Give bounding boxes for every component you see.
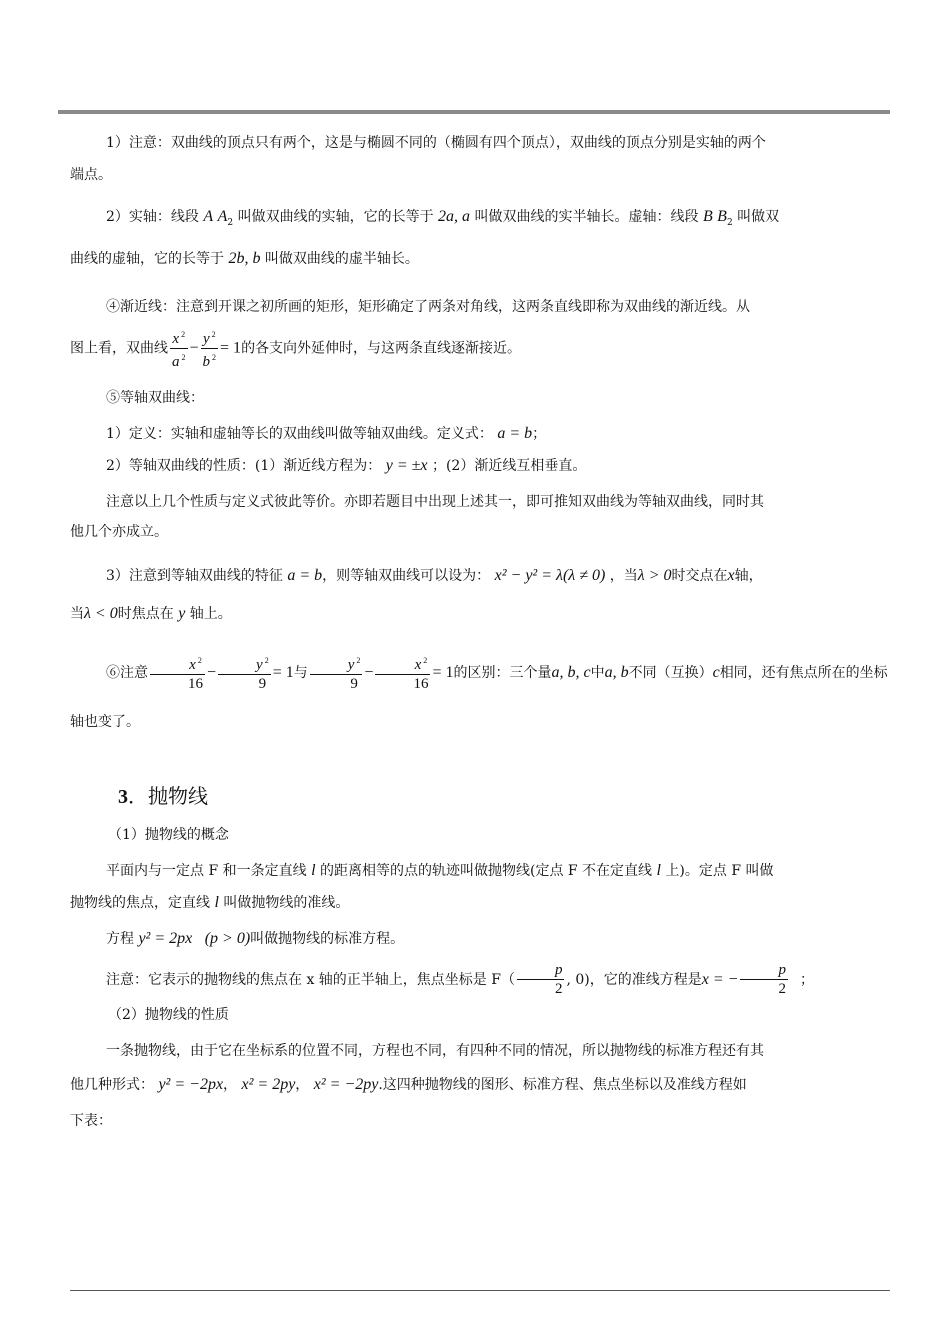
paragraph-equiaxial-form-cont: 当λ < 0时焦点在 y 轴上。 (70, 604, 232, 622)
paragraph-properties: 2）等轴双曲线的性质：(1）渐近线方程为： y = ±x ；(2）渐近线互相垂直。 (106, 456, 587, 474)
paragraph-vertex-note: 1）注意：双曲线的顶点只有两个，这是与椭圆不同的（椭圆有四个顶点），双曲线的顶点分别是实轴的两个 (106, 135, 766, 151)
fraction-x2-16-b: $\frac{x ^2}{16}$ (375, 652, 430, 693)
fraction-y2-9: $\frac{y ^2}{9}$ (218, 652, 271, 693)
paragraph-parabola-def-cont: 抛物线的焦点，定直线 l 叫做抛物线的准线。 (70, 893, 350, 911)
paragraph-compare-cont: 轴也变了。 (70, 713, 140, 730)
paragraph-real-axis: 2）实轴：线段 A $A_2$ 叫做双曲线的实轴，它的长等于 2a, a 叫做双曲线的实半轴长。虚轴：线段 B $B_2$ 叫做双 (106, 208, 780, 228)
document-body (70, 130, 892, 1134)
paragraph-definition: 1）定义：实轴和虚轴等长的双曲线叫做等轴双曲线。定义式： a = b； (106, 424, 547, 442)
header-rule (58, 110, 890, 114)
paragraph-other-forms-end: 下表： (70, 1112, 112, 1129)
paragraph-asymptote-formula: 图上看，双曲线 $\frac{x ^2}{a ^2}$ − $\frac{y ^2}{b ^2}$ = 1的各支向外延伸时，与这两条直线逐渐接近。 (70, 326, 892, 371)
paragraph-imag-axis: 曲线的虚轴，它的长等于 2b, b 叫做双曲线的虚半轴长。 (70, 249, 419, 267)
footer-rule (70, 1290, 890, 1291)
fraction-x2-16: $\frac{x ^2}{16}$ (150, 652, 205, 693)
subheading-parabola-properties: （2）抛物线的性质 (108, 1006, 229, 1023)
paragraph-equiaxial-form: 3）注意到等轴双曲线的特征 a = b，则等轴双曲线可以设为： x² − y² = λ(λ ≠ 0) ，当λ > 0时交点在x轴， (106, 566, 763, 584)
paragraph-equiaxial-heading: ⑤等轴双曲线： (106, 389, 204, 406)
fraction-y2-b2: $\frac{y ^2}{b ^2}$ (201, 326, 219, 371)
fraction-p-2-b: $\frac{p}{2}$ (740, 961, 788, 998)
paragraph-other-forms-cont: 他几种形式： y² = −2px， x² = 2py， x² = −2py.这四种抛物线的图形、标准方程、焦点坐标以及准线方程如 (70, 1075, 747, 1093)
paragraph-focus-note: 注意：它表示的抛物线的焦点在 x 轴的正半轴上，焦点坐标是 F（ $\frac{p}{2}$ , 0)，它的准线方程是x = − $\frac{p}{2}$ ； (106, 962, 814, 998)
fraction-p-2: $\frac{p}{2}$ (517, 961, 565, 998)
fraction-y2-9-b: $\frac{y ^2}{9}$ (310, 652, 363, 693)
paragraph-vertex-note-cont: 端点。 (70, 167, 112, 183)
paragraph-standard-equation: 方程 y² = 2px (p > 0)叫做抛物线的标准方程。 (106, 929, 405, 947)
paragraph-equivalence-cont: 他几个亦成立。 (70, 523, 168, 540)
paragraph-equivalence: 注意以上几个性质与定义式彼此等价。亦即若题目中出现上述其一，即可推知双曲线为等轴双曲线，同时其 (106, 493, 764, 510)
paragraph-compare: ⑥注意 $\frac{x ^2}{16}$ − $\frac{y ^2}{9}$ = 1与 $\frac{y ^2}{9}$ − $\frac{x ^2}{16}$ = 1的区别：三个量a, b, c中a, b不同（互换）c相同，还有焦点所在的坐标 (70, 651, 892, 695)
paragraph-parabola-def: 平面内与一定点 F 和一条定直线 l 的距离相等的点的轨迹叫做抛物线(定点 F 不在定直线 l 上)。定点 F 叫做 (106, 861, 774, 879)
paragraph-asymptote: ④渐近线：注意到开课之初所画的矩形，矩形确定了两条对角线，这两条直线即称为双曲线的渐近线。从 (106, 298, 750, 315)
paragraph-other-forms: 一条抛物线，由于它在坐标系的位置不同，方程也不同，有四种不同的情况，所以抛物线的标准方程还有其 (106, 1042, 764, 1059)
section-heading-parabola: 3．抛物线 (118, 783, 208, 808)
subheading-parabola-concept: （1）抛物线的概念 (108, 826, 229, 843)
fraction-x2-a2: $\frac{x ^2}{a ^2}$ (170, 326, 188, 371)
